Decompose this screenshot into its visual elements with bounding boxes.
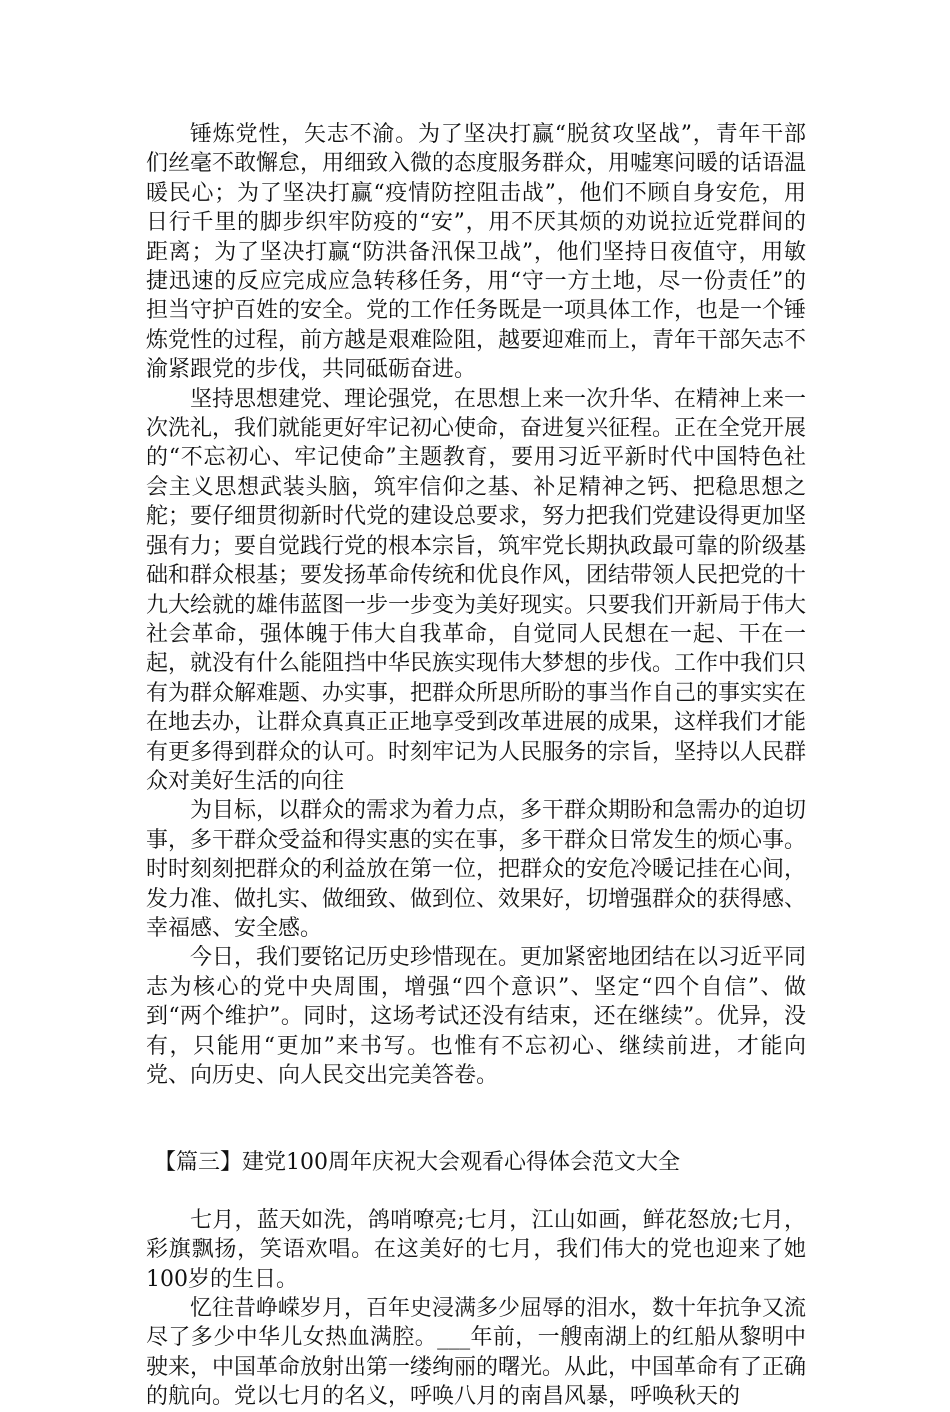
paragraph: 七月，蓝天如洗，鸽哨嘹亮;七月，江山如画，鲜花怒放;七月，彩旗飘扬，笑语欢唱。在这美好的七月，我们伟大的党也迎来了她100岁的生日。 xyxy=(146,1207,806,1292)
paragraph: 坚持思想建党、理论强党，在思想上来一次升华、在精神上来一次洗礼，我们就能更好牢记初心使命，奋进复兴征程。正在全党开展的“不忘初心、牢记使命”主题教育，要用习近平新时代中国特色社会主义思想武装头脑，筑牢信仰之基、补足精神之钙、把稳思想之舵；要仔细贯彻新时代党的建设总要求，努力把我们党建设得更加坚强有力；要自觉践行党的根本宗旨，筑牢党长期执政最可靠的阶级基础和群众根基；要发扬革命传统和优良作风，团结带领人民把党的十九大绘就的雄伟蓝图一步一步变为美好现实。只要我们开新局于伟大社会革命，强体魄于伟大自我革命，自觉同人民想在一起、干在一起，就没有什么能阻挡中华民族实现伟大梦想的步伐。工作中我们只有为群众解难题、办实事，把群众所思所盼的事当作自己的事实实在在地去办，让群众真真正正地享受到改革进展的成果，这样我们才能有更多得到群众的认可。时刻牢记为人民服务的宗旨，坚持以人民群众对美好生活的向往 xyxy=(146,386,807,794)
paragraph: 为目标，以群众的需求为着力点，多干群众期盼和急需办的迫切事，多干群众受益和得实惠的实在事，多干群众日常发生的烦心事。时时刻刻把群众的利益放在第一位，把群众的安危冷暖记挂在心间，发力准、做扎实、做细致、做到位、效果好，切增强群众的获得感、幸福感、安全感。 xyxy=(146,798,807,941)
paragraph: 今日，我们要铭记历史珍惜现在。更加紧密地团结在以习近平同志为核心的党中央周围，增强“四个意识”、坚定“四个自信”、做到“两个维护”。同时，这场考试还没有结束，还在继续”。优异，没有，只能用“更加”来书写。也惟有不忘初心、继续前进，才能向党、向历史、向人民交出完美答卷。 xyxy=(146,945,807,1088)
heading-spacer xyxy=(146,1178,806,1206)
section-spacer xyxy=(146,1090,806,1148)
section-heading: 【篇三】建党100周年庆祝大会观看心得体会范文大全 xyxy=(154,1150,680,1176)
document-body xyxy=(146,120,806,1412)
paragraph: 锤炼党性，矢志不渝。为了坚决打赢“脱贫攻坚战”，青年干部们丝毫不敢懈怠，用细致入微的态度服务群众，用嘘寒问暖的话语温暖民心；为了坚决打赢“疫情防控阻击战”，他们不顾自身安危，用日行千里的脚步织牢防疫的“安”，用不厌其烦的劝说拉近党群间的距离；为了坚决打赢“防洪备汛保卫战”，他们坚持日夜值守，用敏捷迅速的反应完成应急转移任务，用“守一方土地，尽一份责任”的担当守护百姓的安全。党的工作任务既是一项具体工作，也是一个锤炼党性的过程，前方越是艰难险阻，越要迎难而上，青年干部矢志不渝紧跟党的步伐，共同砥砺奋进。 xyxy=(146,122,807,383)
paragraph: 忆往昔峥嵘岁月，百年史浸满多少屈辱的泪水，数十年抗争又流尽了多少中华儿女热血满腔。___年前，一艘南湖上的红船从黎明中驶来，中国革命放射出第一缕绚丽的曙光。从此，中国革命有了正确的航向。党以七月的名义，呼唤八月的南昌风暴，呼唤秋天的 xyxy=(146,1296,807,1410)
